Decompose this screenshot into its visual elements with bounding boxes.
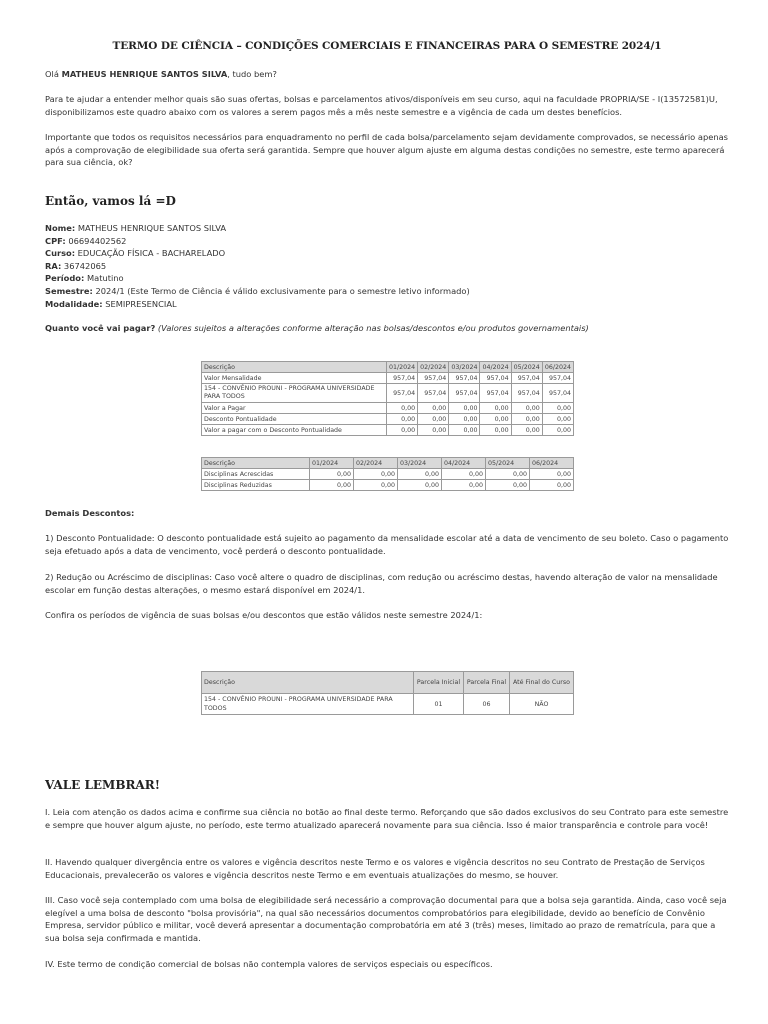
table-cell: 957,04 [418, 373, 449, 384]
payments-table [201, 361, 574, 436]
table-cell: 0,00 [511, 414, 542, 425]
table-cell: 957,04 [449, 384, 480, 403]
table-cell: 0,00 [486, 469, 530, 480]
table-cell: 957,04 [542, 384, 573, 403]
table-cell: Valor Mensalidade [202, 373, 387, 384]
table-cell: 0,00 [480, 425, 511, 436]
info-modalidade [45, 298, 729, 311]
table-row [202, 403, 574, 414]
reminder-item-1: I. Leia com atenção os dados acima e confirme sua ciência no botão ao final deste termo. Reforçando que são dados exclusivos do seu Contrato para este semestre e sempre que houver algum ajuste, no período, este termo atualizado aparecerá novamente para sua ciência. Isso é maior transparência e controle para você! [45, 807, 729, 830]
reminder-item-3: III. Caso você seja contemplado com uma bolsa de elegibilidade será necessário a comprovação documental para que a bolsa seja garantida. Ainda, caso você seja elegível a uma bolsa de desconto "bolsa provisória", na qual são necessários documentos comprobatórios para elegibilidade, devido ao benefício de Convênio Empresa, servidor público e militar, você deverá apresentar a documentação comprobatória em até 3 (três) meses, limitado ao prazo de rematrícula, para que a sua bolsa seja confirmada e mantida. [45, 895, 727, 943]
greeting-name: MATHEUS HENRIQUE SANTOS SILVA [61, 69, 228, 79]
value-curso: EDUCAÇÃO FÍSICA - BACHARELADO [75, 248, 226, 259]
label-nome: Nome: [45, 223, 76, 233]
label-semestre: Semestre: [45, 285, 93, 296]
value-ra: 36742065 [61, 260, 107, 271]
column-header: Descrição [202, 362, 387, 373]
column-header: 04/2024 [442, 458, 486, 469]
table-cell: Valor a pagar com o Desconto Pontualidade [202, 425, 387, 436]
table-cell: 0,00 [310, 469, 354, 480]
table-cell: 0,00 [442, 469, 486, 480]
pay-question [45, 322, 729, 335]
table-cell: 0,00 [480, 414, 511, 425]
label-cpf: CPF: [45, 235, 66, 246]
table-cell: 0,00 [418, 425, 449, 436]
scholarship-validity-table [201, 671, 574, 715]
table-header-row [202, 672, 574, 694]
column-header: 03/2024 [398, 458, 442, 469]
table-cell: NÃO [510, 694, 574, 715]
table-cell: 957,04 [449, 373, 480, 384]
table-row [202, 414, 574, 425]
table-cell: 0,00 [310, 480, 354, 491]
table-row [202, 425, 574, 436]
column-header: 02/2024 [354, 458, 398, 469]
info-curso [45, 247, 729, 260]
table-cell: 06 [464, 694, 510, 715]
table-cell: 957,04 [386, 373, 417, 384]
table-cell: 957,04 [511, 384, 542, 403]
table-cell: 0,00 [398, 480, 442, 491]
table-cell: 0,00 [486, 480, 530, 491]
table-cell: 0,00 [530, 480, 574, 491]
vale-lembrar-heading: VALE LEMBRAR! [45, 778, 160, 792]
table-cell: 0,00 [511, 425, 542, 436]
column-header: 01/2024 [310, 458, 354, 469]
table-cell: 0,00 [442, 480, 486, 491]
table-cell: 957,04 [480, 384, 511, 403]
table-cell: 0,00 [418, 414, 449, 425]
greeting-prefix: Olá [45, 69, 62, 79]
table-cell: 0,00 [449, 403, 480, 414]
greeting [45, 68, 729, 81]
table-cell: Disciplinas Acrescidas [202, 469, 310, 480]
table-cell: 0,00 [542, 403, 573, 414]
value-nome: MATHEUS HENRIQUE SANTOS SILVA [75, 223, 227, 233]
table-cell: 957,04 [542, 373, 573, 384]
table-cell: 0,00 [418, 403, 449, 414]
table-cell: 0,00 [449, 425, 480, 436]
table-header-row [202, 458, 574, 469]
table-cell: 957,04 [480, 373, 511, 384]
table-cell: 01 [414, 694, 464, 715]
info-nome [45, 222, 729, 235]
label-modalidade: Modalidade: [45, 298, 103, 309]
info-ra [45, 260, 729, 273]
table-cell: 0,00 [511, 403, 542, 414]
column-header: Descrição [202, 672, 414, 694]
intro-paragraph-2: Importante que todos os requisitos necessários para enquadramento no perfil de cada bolsa/parcelamento sejam devidamente comprovados, se necessário apenas após a comprovação de elegibilidade sua oferta será garantida. Sempre que houver algum ajuste em alguma destas condições no semestre, este termo aparecerá para sua ciência, ok? [45, 132, 729, 168]
table-cell: 0,00 [542, 414, 573, 425]
greeting-suffix: , tudo bem? [227, 69, 277, 79]
column-header: 01/2024 [386, 362, 417, 373]
discount-paragraph-1: 1) Desconto Pontualidade: O desconto pontualidade está sujeito ao pagamento da mensalidade escolar até a data de vencimento de seu boleto. Caso o pagamento seja efetuado após a data de vencimento, você perderá o desconto pontualidade. [45, 533, 729, 556]
column-header: Descrição [202, 458, 310, 469]
table-cell: 0,00 [386, 403, 417, 414]
column-header: 03/2024 [449, 362, 480, 373]
table-row [202, 694, 574, 715]
table-cell: 154 - CONVÊNIO PROUNI - PROGRAMA UNIVERSIDADE PARA TODOS [202, 384, 387, 403]
table-cell: 0,00 [386, 425, 417, 436]
column-header: Parcela Inicial [414, 672, 464, 694]
info-periodo [45, 272, 729, 285]
table-cell: 0,00 [354, 469, 398, 480]
column-header: 06/2024 [542, 362, 573, 373]
table-cell: 0,00 [354, 480, 398, 491]
reminder-item-2: II. Havendo qualquer divergência entre os valores e vigência descritos neste Termo e os valores e vigência descritos no seu Contrato de Prestação de Serviços Educacionais, prevalecerão os valores e vigência descritos neste Termo e em eventuais atualizações do mesmo, se houver. [45, 857, 705, 880]
table-cell: 154 - CONVÊNIO PROUNI - PROGRAMA UNIVERSIDADE PARA TODOS [202, 694, 414, 715]
table-cell: 0,00 [386, 414, 417, 425]
label-periodo: Período: [45, 273, 85, 284]
value-semestre: 2024/1 (Este Termo de Ciência é válido exclusivamente para o semestre letivo informado) [92, 285, 470, 296]
demais-heading [45, 507, 729, 520]
column-header: 02/2024 [418, 362, 449, 373]
disciplines-table [201, 457, 574, 491]
table-header-row [202, 362, 574, 373]
table-cell: 0,00 [398, 469, 442, 480]
pay-question-label: Quanto você vai pagar? [45, 323, 156, 333]
value-periodo: Matutino [84, 273, 124, 284]
table-cell: Disciplinas Reduzidas [202, 480, 310, 491]
pay-note: (Valores sujeitos a alterações conforme alteração nas bolsas/descontos e/ou produtos governamentais) [155, 323, 589, 333]
column-header: 06/2024 [530, 458, 574, 469]
value-cpf: 06694402562 [65, 235, 127, 246]
vigencia-paragraph: Confira os períodos de vigência de suas bolsas e/ou descontos que estão válidos neste semestre 2024/1: [45, 610, 483, 620]
reminder-item-4: IV. Este termo de condição comercial de bolsas não contempla valores de serviços especiais ou específicos. [45, 959, 493, 969]
table-cell: 957,04 [418, 384, 449, 403]
table-cell: 0,00 [542, 425, 573, 436]
table-cell: 957,04 [511, 373, 542, 384]
label-curso: Curso: [45, 248, 76, 259]
table-row [202, 469, 574, 480]
demais-heading-text: Demais Descontos: [45, 508, 135, 518]
column-header: Parcela Final [464, 672, 510, 694]
table-row [202, 480, 574, 491]
table-cell: 0,00 [480, 403, 511, 414]
column-header: 05/2024 [486, 458, 530, 469]
table-cell: 957,04 [386, 384, 417, 403]
discount-paragraph-2: 2) Redução ou Acréscimo de disciplinas: Caso você altere o quadro de disciplinas, com redução ou acréscimo destas, havendo alteração de valor na mensalidade escolar em função destas alterações, o mesmo estará disponível em 2024/1. [45, 572, 718, 595]
table-cell: Valor a Pagar [202, 403, 387, 414]
student-info [45, 222, 729, 310]
intro-paragraph-1: Para te ajudar a entender melhor quais são suas ofertas, bolsas e parcelamentos ativos/disponíveis em seu curso, aqui na faculdade PROPRIA/SE - I(13572581)U, disponibilizamos este quadro abaixo com os valores a serem pagos mês a mês neste semestre e a vigência de cada um destes benefícios. [45, 94, 718, 117]
section-heading: Então, vamos lá =D [45, 194, 176, 208]
table-cell: Desconto Pontualidade [202, 414, 387, 425]
table-cell: 0,00 [530, 469, 574, 480]
column-header: 04/2024 [480, 362, 511, 373]
label-ra: RA: [45, 260, 62, 271]
info-semestre [45, 285, 729, 298]
table-row [202, 384, 574, 403]
value-modalidade: SEMIPRESENCIAL [102, 298, 177, 309]
info-cpf [45, 235, 729, 248]
column-header: Até Final do Curso [510, 672, 574, 694]
table-cell: 0,00 [449, 414, 480, 425]
column-header: 05/2024 [511, 362, 542, 373]
document-title: TERMO DE CIÊNCIA – CONDIÇÕES COMERCIAIS E FINANCEIRAS PARA O SEMESTRE 2024/1 [112, 40, 662, 52]
table-row [202, 373, 574, 384]
